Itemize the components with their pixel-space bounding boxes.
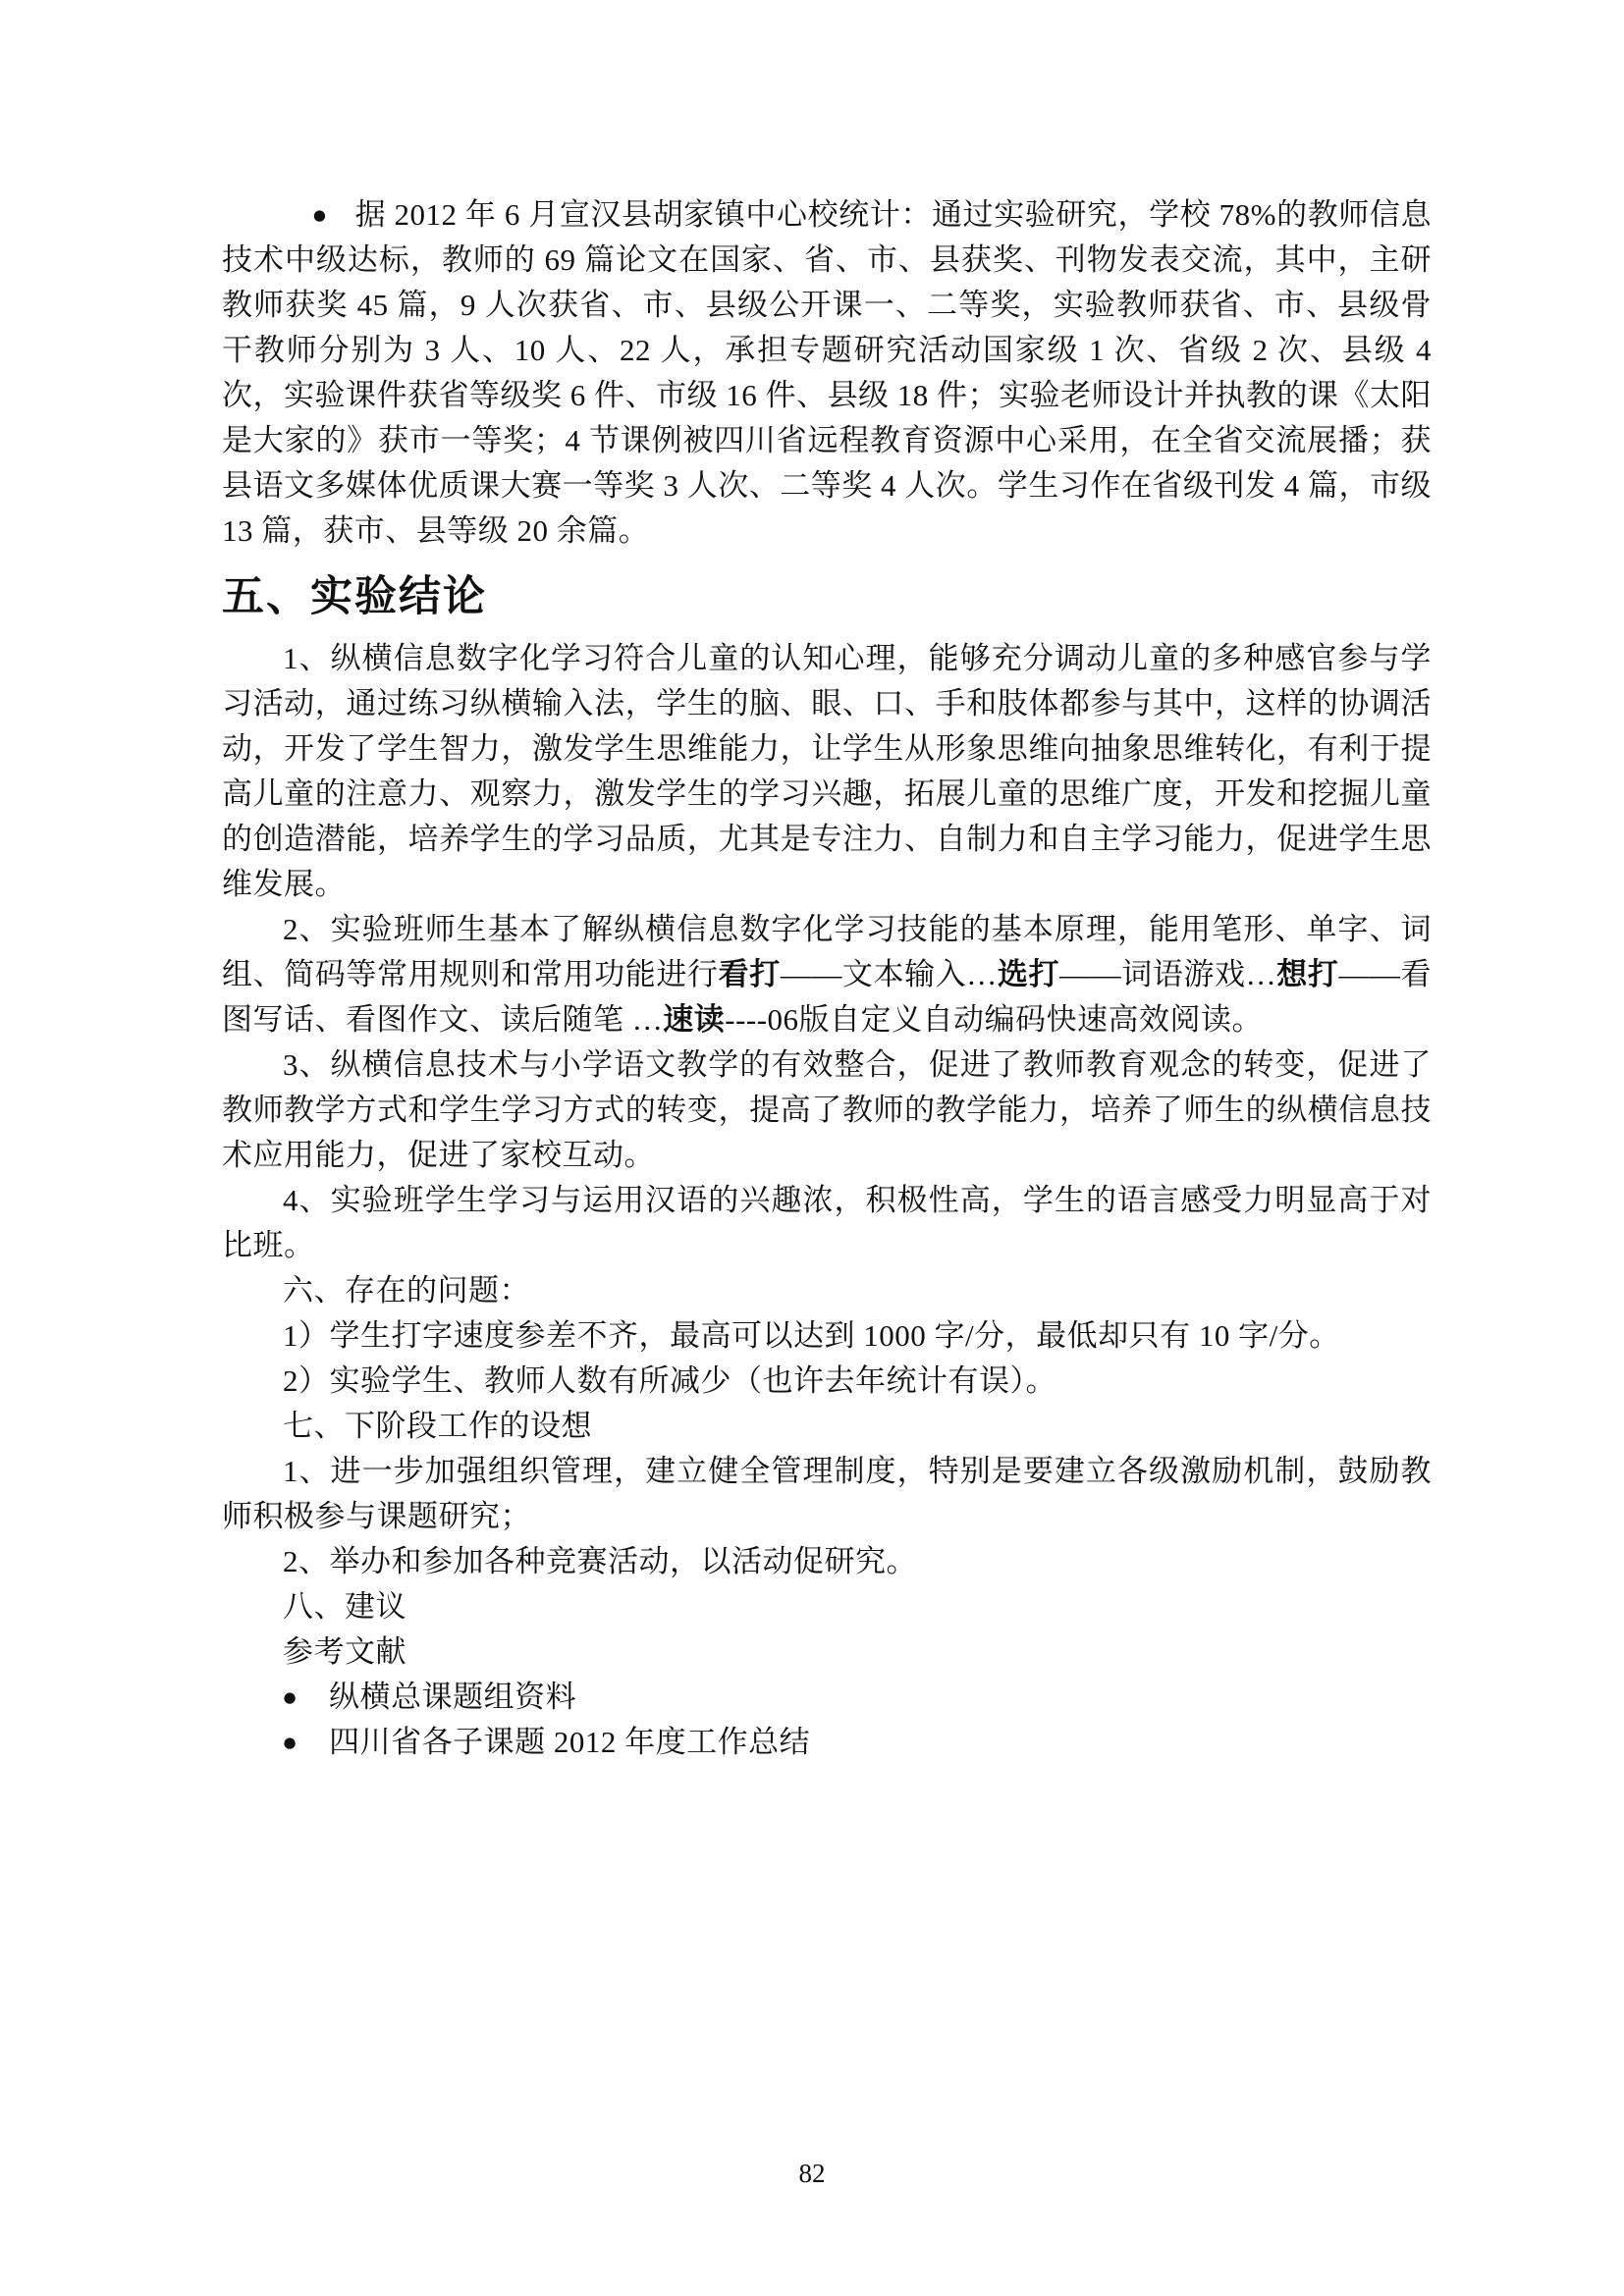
conclusion-para-2: 2、实验班师生基本了解纵横信息数字化学习技能的基本原理，能用笔形、单字、词组、简码等常用规则和常用功能进行看打——文本输入…选打——词语游戏…想打——看图写话、看图作文、读后随笔 …速读----06版自定义自动编码快速高效阅读。	[222, 912, 1433, 1037]
section-6-heading: 六、存在的问题：	[283, 1273, 530, 1308]
conclusion-para-1: 1、纵横信息数字化学习符合儿童的认知心理，能够充分调动儿童的多种感官参与学习活动，通过练习纵横输入法，学生的脑、眼、口、手和肢体都参与其中，这样的协调活动，开发了学生智力，激发学生思维能力，让学生从形象思维向抽象思维转化，有利于提高儿童的注意力、观察力，激发学生的学习兴趣，拓展儿童的思维广度，开发和挖掘儿童的创造潜能，培养学生的学习品质，尤其是专注力、自制力和自主学习能力，促进学生思维发展。	[222, 641, 1432, 901]
page-number: 82	[798, 2159, 826, 2188]
plan-item-1: 1、进一步加强组织管理，建立健全管理制度，特别是要建立各级激励机制，鼓励教师积极参与课题研究；	[222, 1454, 1432, 1533]
bullet-icon: ●	[282, 1727, 298, 1757]
conclusion-para-4: 4、实验班学生学习与运用汉语的兴趣浓，积极性高，学生的语言感受力明显高于对比班。	[222, 1183, 1432, 1262]
bullet-icon: ●	[282, 1682, 298, 1712]
reference-item-1	[222, 1675, 1432, 1720]
section-8-heading: 八、建议	[283, 1589, 406, 1624]
section-5-heading: 五、实验结论	[222, 574, 487, 620]
reference-text: 四川省各子课题 2012 年度工作总结	[329, 1725, 811, 1759]
intro-paragraph	[222, 192, 1432, 554]
reference-item-2	[222, 1720, 1432, 1765]
conclusion-para-3: 3、纵横信息技术与小学语文教学的有效整合，促进了教师教育观念的转变，促进了教师教学方式和学生学习方式的转变，提高了教师的教学能力，培养了师生的纵横信息技术应用能力，促进了家校互动。	[222, 1047, 1432, 1172]
bullet-icon: ●	[310, 199, 328, 230]
problem-item-2: 2）实验学生、教师人数有所减少（也许去年统计有误）。	[283, 1363, 1056, 1398]
plan-item-2: 2、举办和参加各种竞赛活动，以活动促研究。	[283, 1544, 917, 1578]
section-7-heading: 七、下阶段工作的设想	[283, 1409, 592, 1443]
intro-text: 据 2012 年 6 月宣汉县胡家镇中心校统计：通过实验研究，学校 78%的教师信息技术中级达标，教师的 69 篇论文在国家、省、市、县获奖、刊物发表交流，其中，主研教师获奖 45 篇，9 人次获省、市、县级公开课一、二等奖，实验教师获省、市、县级骨干教师分别为 3 人、10 人、22 人，承担专题研究活动国家级 1 次、省级 2 次、县级 4 次，实验课件获省等级奖 6 件、市级 16 件、县级 18 件；实验老师设计并执教的课《太阳是大家的》获市一等奖；4 节课例被四川省远程教育资源中心采用，在全省交流展播；获县语文多媒体优质课大赛一等奖 3 人次、二等奖 4 人次。学生习作在省级刊发 4 篇，市级 13 篇，获市、县等级 20 余篇。	[222, 197, 1432, 548]
text-content	[222, 192, 1432, 1765]
references-heading: 参考文献	[283, 1634, 406, 1669]
problem-item-1: 1）学生打字速度参差不齐，最高可以达到 1000 字/分，最低却只有 10 字/分。	[283, 1318, 1340, 1353]
reference-text: 纵横总课题组资料	[329, 1680, 577, 1714]
